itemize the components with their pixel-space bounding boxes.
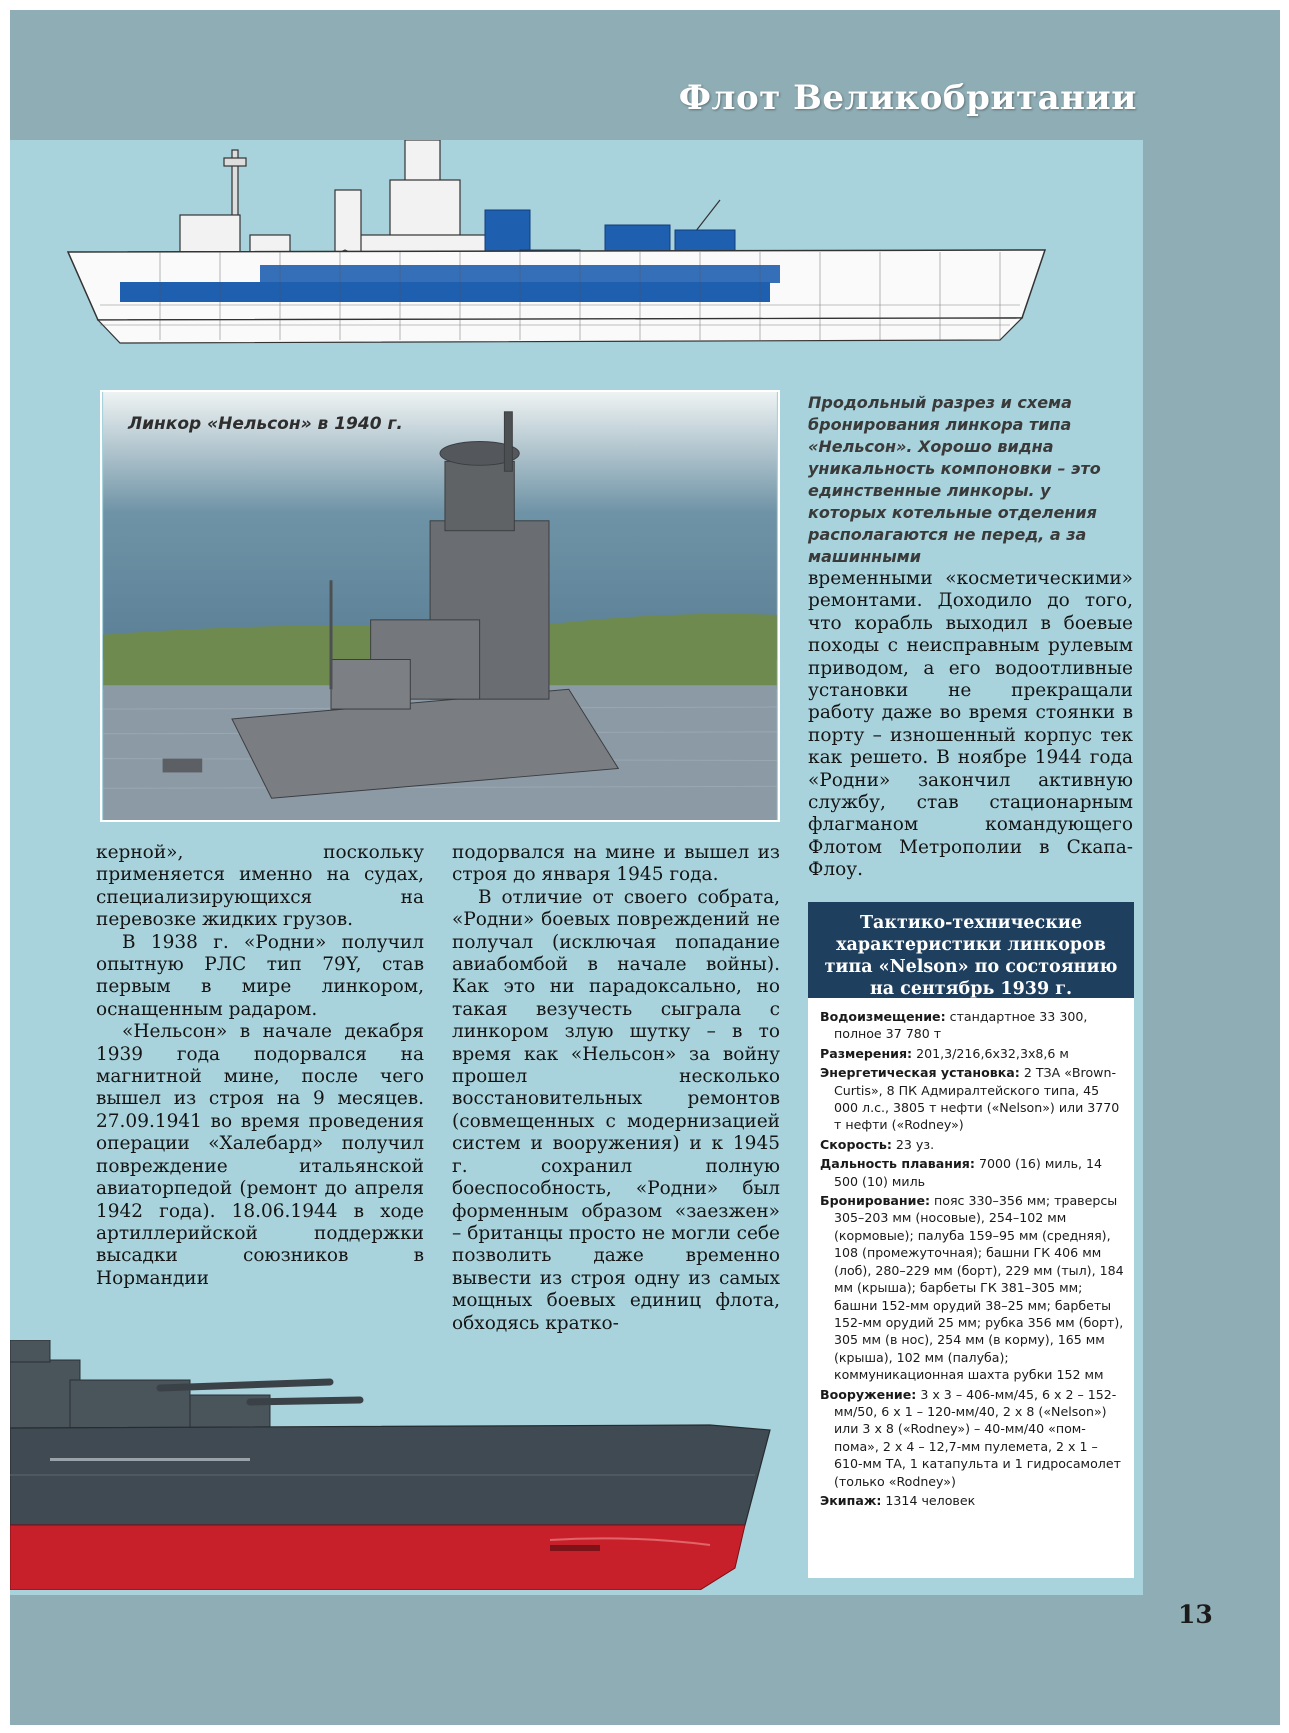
spec-value: 3 х 3 – 406-мм/45, 6 х 2 – 152-мм/50, 6 х 1 – 120-мм/40, 2 х 8 («Nelson») или 3 х 8 («Rodney») – 40-мм/40 «пом-пома», 2 х 4 – 12,7-мм пулемета, 2 х 1 – 610-мм ТА, 1 катапульта и 1 гидросамолет (только «Rodney») — [834, 1386, 1121, 1489]
spec-row — [820, 1136, 1126, 1153]
specs-box — [808, 902, 1134, 1578]
spec-label: Вооружение: — [820, 1386, 917, 1402]
ship-profile-drawing — [10, 1340, 780, 1590]
battleship-photo-image — [102, 392, 778, 820]
spec-row — [820, 1064, 1126, 1134]
paragraph: В отличие от своего собрата, «Родни» боевых повреждений не получал (исключая попадание авиабомбой в начале войны). Как это ни парадоксально, но такая везучесть сыграла с линкором злую шутку – в то время как «Нельсон» за войну прошел несколько восстановительных ремонтов (совмещенных с модернизацией систем и вооружения) и к 1945 г. сохранил полную боеспособность, «Родни» был форменным образом «заезжен» – британцы просто не могли себе позволить даже временно вывести из строя одну из самых мощных боевых единиц флота, обходясь кратко- — [452, 886, 780, 1334]
spec-row — [820, 1155, 1126, 1190]
text-column-3 — [808, 568, 1133, 882]
spec-label: Экипаж: — [820, 1492, 882, 1508]
spec-value: стандартное 33 300, полное 37 780 т — [834, 1009, 1088, 1042]
text-column-1 — [96, 842, 424, 1290]
spec-label: Дальность плавания: — [820, 1156, 975, 1172]
text-column-2 — [452, 842, 780, 1335]
specs-title: Тактико-технические характеристики линкоров типа «Nelson» по состоянию на сентябрь 1939 г. — [808, 902, 1134, 998]
spec-row — [820, 1008, 1126, 1043]
battleship-photo — [100, 390, 780, 822]
spec-value: 7000 (16) миль, 14 500 (10) миль — [834, 1156, 1103, 1189]
spec-label: Энергетическая установка: — [820, 1065, 1020, 1081]
spec-label: Скорость: — [820, 1136, 892, 1152]
spec-value: 2 ТЗА «Brown-Curtis», 8 ПК Адмиралтейского типа, 45 000 л.с., 3805 т нефти («Nelson») или 3770 т нефти («Rodney») — [834, 1065, 1120, 1133]
paragraph: временными «косметическими» ремонтами. Доходило до того, что корабль выходил в боевые походы с неисправным рулевым приводом, а его водоотливные установки не прекращали работу даже во время стоянки в порту – изношенный корпус тек как решето. В ноябре 1944 года «Родни» закончил активную службу, став стационарным флагманом командующего Флотом Метрополии в Скапа-Флоу. — [808, 568, 1133, 881]
paragraph: «Нельсон» в начале декабря 1939 года подорвался на магнитной мине, после чего вышел из строя на 9 месяцев. 27.09.1941 во время проведения операции «Халебард» получил повреждение итальянской авиаторпедой (ремонт до апреля 1942 года). 18.06.1944 в ходе артиллерийской поддержки высадки союзников в Нормандии — [96, 1021, 424, 1289]
spec-row — [820, 1192, 1126, 1383]
spec-value: 201,3/216,6х32,3х8,6 м — [916, 1045, 1069, 1061]
spec-label: Размерения: — [820, 1045, 913, 1061]
specs-list — [808, 998, 1134, 1509]
spec-value: 23 уз. — [895, 1136, 935, 1152]
scheme-caption: Продольный разрез и схема бронирования линкора типа «Нельсон». Хорошо видна уникальность компоновки – это единственные линкоры. у которых котельные отделения располагаются не перед, а за машинными — [808, 393, 1101, 566]
paragraph: В 1938 г. «Родни» получил опытную РЛС тип 79Y, став первым в мире линкором, оснащенным радаром. — [96, 931, 424, 1020]
spec-row — [820, 1492, 1126, 1509]
section-title: Флот Великобритании — [678, 78, 1137, 118]
spec-value: пояс 330–356 мм; траверсы 305–203 мм (носовые), 254–102 мм (кормовые); палуба 159–95 мм (средняя), 108 (промежуточная); башни ГК 406 мм (лоб), 280–229 мм (борт), 229 мм (тыл), 184 мм (крыша); барбеты ГК 381–305 мм; башни 152-мм орудий 38–25 мм; барбеты 152-мм орудий 25 мм; рубка 356 мм (борт), 305 мм (в нос), 254 мм (в корму), 165 мм (крыша), 102 мм (палуба); коммуникационная шахта рубки 152 мм — [834, 1193, 1124, 1383]
spec-value: 1314 человек — [885, 1492, 976, 1508]
spec-label: Бронирование: — [820, 1193, 931, 1209]
spec-label: Водоизмещение: — [820, 1009, 946, 1024]
paragraph: керной», поскольку применяется именно на судах, специализирующихся на перевозке жидких грузов. — [96, 842, 424, 931]
spec-row — [820, 1386, 1126, 1490]
page-number: 13 — [1178, 1600, 1213, 1629]
photo-caption: Линкор «Нельсон» в 1940 г. — [128, 414, 403, 434]
armor-scheme-drawing — [60, 140, 1140, 380]
paragraph: подорвался на мине и вышел из строя до января 1945 года. — [452, 842, 780, 886]
spec-row — [820, 1045, 1126, 1062]
